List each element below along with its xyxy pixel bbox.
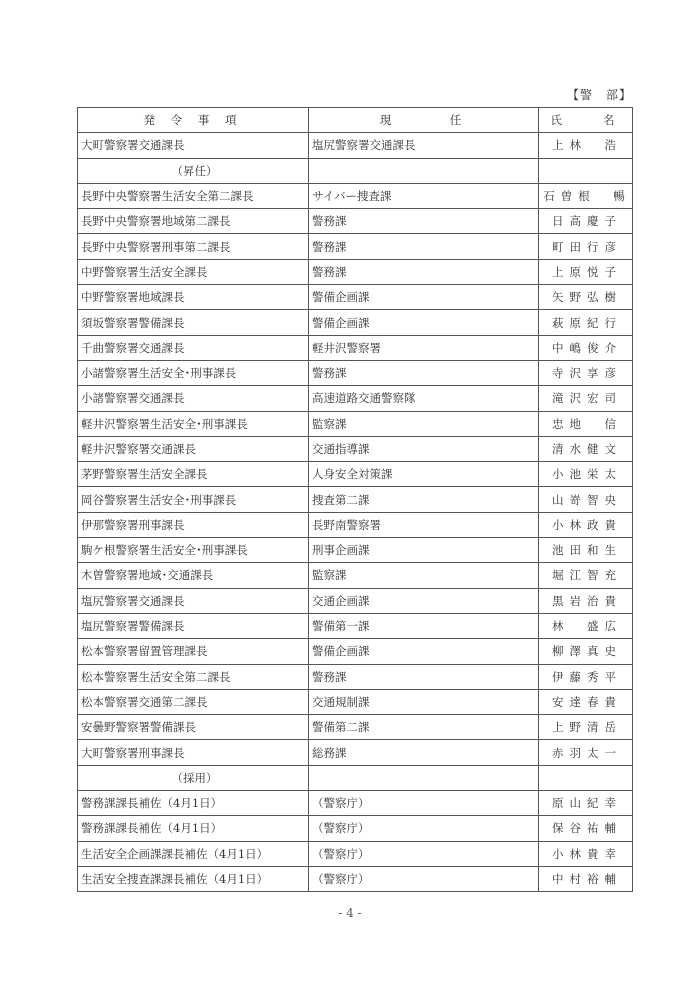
current-post-cell: （警察庁）: [309, 841, 539, 866]
order-cell: 長野中央警察署生活安全第二課長: [78, 183, 309, 208]
order-cell: 小諸警察署生活安全･刑事課長: [78, 360, 309, 385]
name-cell: 滝沢宏司: [539, 386, 633, 411]
order-cell: 長野中央警察署地域第二課長: [78, 209, 309, 234]
current-post-cell: （警察庁）: [309, 866, 539, 891]
page-number: - 4 -: [338, 906, 362, 920]
name-cell: 上野清岳: [539, 715, 633, 740]
table-row: [78, 689, 633, 714]
current-post-cell: 軽井沢警察署: [309, 335, 539, 360]
table-row: [78, 816, 633, 841]
name-cell: 保谷祐輔: [539, 816, 633, 841]
current-post-cell: 刑事企画課: [309, 538, 539, 563]
order-cell: 松本警察署生活安全第二課長: [78, 664, 309, 689]
table-row: [78, 664, 633, 689]
current-post-cell: 警務課: [309, 259, 539, 284]
current-post-cell: 交通指導課: [309, 436, 539, 461]
empty-cell: [539, 158, 633, 183]
current-post-cell: 監察課: [309, 563, 539, 588]
empty-cell: [309, 158, 539, 183]
section-row: [78, 158, 633, 183]
name-cell: 堀江智充: [539, 563, 633, 588]
table-header-row: [78, 108, 633, 133]
table-row: [78, 234, 633, 259]
current-post-cell: 警備第二課: [309, 715, 539, 740]
name-cell: 中村裕輔: [539, 866, 633, 891]
name-cell: 柳澤真史: [539, 639, 633, 664]
table-row: [78, 791, 633, 816]
current-post-cell: 交通規制課: [309, 689, 539, 714]
order-cell: 岡谷警察署生活安全･刑事課長: [78, 487, 309, 512]
department-label: 【警 部】: [566, 88, 632, 102]
order-cell: 長野中央警察署刑事第二課長: [78, 234, 309, 259]
personnel-table: [77, 107, 633, 892]
table-row: [78, 841, 633, 866]
table-row: [78, 740, 633, 765]
current-post-cell: サイバー捜査課: [309, 183, 539, 208]
name-cell: 萩原紀行: [539, 310, 633, 335]
name-cell: 原山紀幸: [539, 791, 633, 816]
table-row: [78, 462, 633, 487]
name-cell: 清水健文: [539, 436, 633, 461]
table-row: [78, 512, 633, 537]
order-cell: 小諸警察署交通課長: [78, 386, 309, 411]
order-cell: 生活安全捜査課課長補佐（4月1日）: [78, 866, 309, 891]
current-post-cell: 警備第一課: [309, 613, 539, 638]
table-row: [78, 487, 633, 512]
current-post-cell: 警備企画課: [309, 639, 539, 664]
table-row: [78, 613, 633, 638]
table-row: [78, 563, 633, 588]
table-row: [78, 133, 633, 158]
name-cell: 小池栄太: [539, 462, 633, 487]
name-cell: 黒岩治貴: [539, 588, 633, 613]
table-row: [78, 411, 633, 436]
table-row: [78, 715, 633, 740]
table-row: [78, 866, 633, 891]
table-row: [78, 335, 633, 360]
order-cell: 伊那警察署刑事課長: [78, 512, 309, 537]
order-cell: 警務課課長補佐（4月1日）: [78, 816, 309, 841]
section-row: [78, 765, 633, 790]
current-post-cell: 高速道路交通警察隊: [309, 386, 539, 411]
table-row: [78, 209, 633, 234]
header-current: 現 任: [309, 108, 539, 133]
current-post-cell: 警務課: [309, 234, 539, 259]
name-cell: 小林政貴: [539, 512, 633, 537]
order-cell: 安曇野警察署警備課長: [78, 715, 309, 740]
table-row: [78, 538, 633, 563]
current-post-cell: 人身安全対策課: [309, 462, 539, 487]
name-cell: 伊藤秀平: [539, 664, 633, 689]
table-body: [78, 133, 633, 892]
order-cell: 塩尻警察署交通課長: [78, 588, 309, 613]
current-post-cell: 塩尻警察署交通課長: [309, 133, 539, 158]
current-post-cell: 警備企画課: [309, 285, 539, 310]
section-label: （昇任）: [78, 158, 309, 183]
order-cell: 大町警察署交通課長: [78, 133, 309, 158]
order-cell: 松本警察署留置管理課長: [78, 639, 309, 664]
empty-cell: [309, 765, 539, 790]
name-cell: 小林貴幸: [539, 841, 633, 866]
table-row: [78, 360, 633, 385]
order-cell: 茅野警察署生活安全課長: [78, 462, 309, 487]
order-cell: 生活安全企画課課長補佐（4月1日）: [78, 841, 309, 866]
current-post-cell: 捜査第二課: [309, 487, 539, 512]
name-cell: 上林 浩: [539, 133, 633, 158]
table-row: [78, 386, 633, 411]
name-cell: 町田行彦: [539, 234, 633, 259]
name-cell: 赤羽太一: [539, 740, 633, 765]
order-cell: 須坂警察署警備課長: [78, 310, 309, 335]
name-cell: 矢野弘樹: [539, 285, 633, 310]
current-post-cell: 警備企画課: [309, 310, 539, 335]
name-cell: 安達春貴: [539, 689, 633, 714]
table-row: [78, 259, 633, 284]
order-cell: 大町警察署刑事課長: [78, 740, 309, 765]
current-post-cell: 総務課: [309, 740, 539, 765]
current-post-cell: （警察庁）: [309, 791, 539, 816]
header-order: 発 令 事 項: [78, 108, 309, 133]
current-post-cell: 警務課: [309, 664, 539, 689]
order-cell: 松本警察署交通第二課長: [78, 689, 309, 714]
current-post-cell: 監察課: [309, 411, 539, 436]
header-name: 氏 名: [539, 108, 633, 133]
table-row: [78, 588, 633, 613]
name-cell: 中嶋俊介: [539, 335, 633, 360]
current-post-cell: 長野南警察署: [309, 512, 539, 537]
current-post-cell: 警務課: [309, 209, 539, 234]
order-cell: 中野警察署地域課長: [78, 285, 309, 310]
order-cell: 軽井沢警察署交通課長: [78, 436, 309, 461]
table-row: [78, 436, 633, 461]
order-cell: 千曲警察署交通課長: [78, 335, 309, 360]
current-post-cell: 警務課: [309, 360, 539, 385]
name-cell: 山嵜智央: [539, 487, 633, 512]
order-cell: 軽井沢警察署生活安全･刑事課長: [78, 411, 309, 436]
name-cell: 忠地 信: [539, 411, 633, 436]
name-cell: 上原悦子: [539, 259, 633, 284]
order-cell: 中野警察署生活安全課長: [78, 259, 309, 284]
table-row: [78, 639, 633, 664]
empty-cell: [539, 765, 633, 790]
order-cell: 塩尻警察署警備課長: [78, 613, 309, 638]
name-cell: 日高慶子: [539, 209, 633, 234]
name-cell: 林 盛広: [539, 613, 633, 638]
table-row: [78, 183, 633, 208]
name-cell: 寺沢享彦: [539, 360, 633, 385]
order-cell: 木曽警察署地域･交通課長: [78, 563, 309, 588]
order-cell: 駒ケ根警察署生活安全･刑事課長: [78, 538, 309, 563]
name-cell: 石曽根 暢: [539, 183, 633, 208]
order-cell: 警務課課長補佐（4月1日）: [78, 791, 309, 816]
name-cell: 池田和生: [539, 538, 633, 563]
section-label: （採用）: [78, 765, 309, 790]
table-row: [78, 310, 633, 335]
table-row: [78, 285, 633, 310]
current-post-cell: （警察庁）: [309, 816, 539, 841]
current-post-cell: 交通企画課: [309, 588, 539, 613]
